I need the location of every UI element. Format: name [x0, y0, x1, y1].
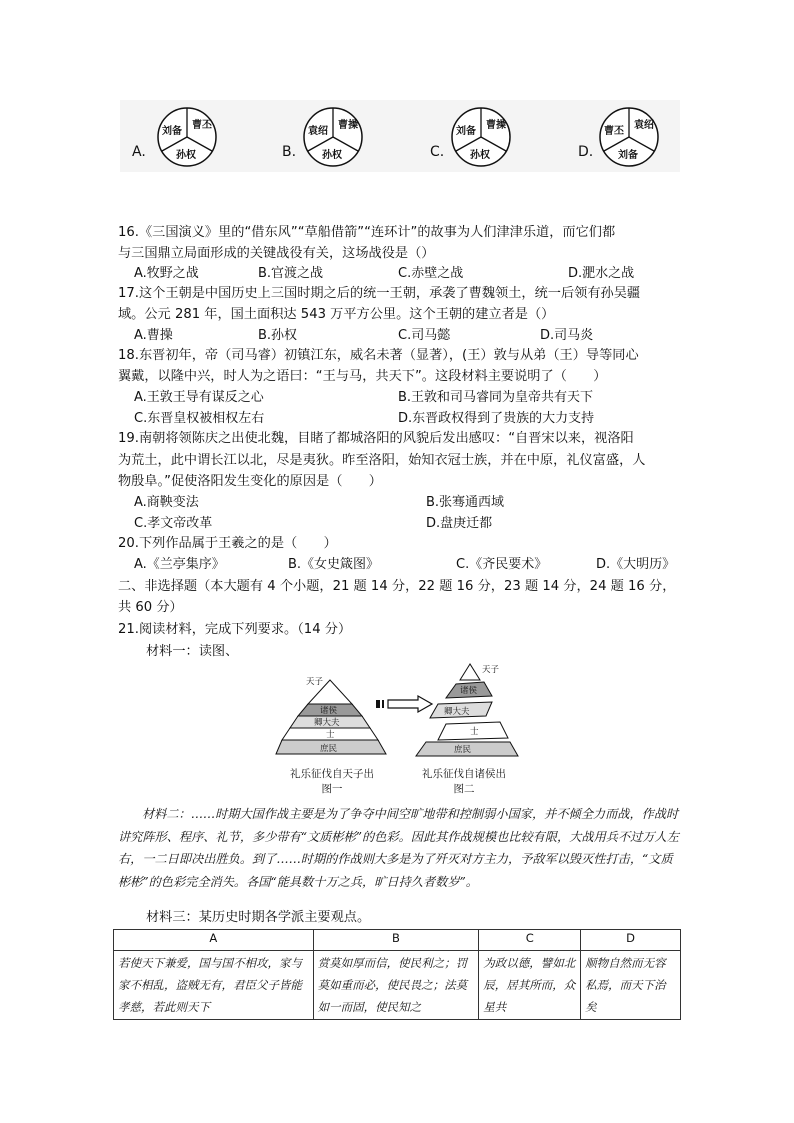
q19-option-a[interactable]: A.商鞅变法	[134, 495, 199, 510]
q16-option-d[interactable]: D.淝水之战	[568, 266, 635, 281]
q16-option-b[interactable]: B.官渡之战	[258, 266, 324, 281]
q19-stem-line2: 为荒土，此中谓长江以北，尽是夷狄。昨至洛阳，始知衣冠士族，并在中原，礼仪富盛，人	[118, 453, 646, 468]
schools-table	[113, 929, 681, 1020]
q18-option-b[interactable]: B.王敦和司马睿同为皇帝共有天下	[398, 390, 594, 405]
q18-option-d[interactable]: D.东晋政权得到了贵族的大力支持	[398, 411, 595, 426]
q19-stem-line1: 19.南朝将领陈庆之出使北魏，目睹了都城洛阳的风貌后发出感叹：“自晋宋以来，视洛阳	[118, 431, 634, 446]
q20-option-a[interactable]: A.《兰亭集序》	[134, 557, 225, 572]
pie-b-name-3: 袁绍	[308, 126, 328, 137]
section2-heading-line1: 二、非选择题（本大题有 4 个小题，21 题 14 分，22 题 16 分，23 题 14 分，24 题 16 分，	[118, 579, 676, 594]
pie-chart-c	[450, 106, 512, 168]
q20-stem: 20.下列作品属于王羲之的是（ ）	[118, 536, 337, 551]
fig1-label-shi: 士	[326, 730, 335, 740]
pie-c-name-2: 孙权	[470, 150, 490, 161]
pie-option-letter-a: A.	[132, 144, 146, 160]
fig2-caption-text: 礼乐征伐自诸侯出	[422, 768, 506, 780]
q16-stem-line2: 与三国鼎立局面形成的关键战役有关，这场战役是（）	[118, 246, 435, 261]
fig1-caption-number: 图一	[321, 783, 343, 795]
fig2-label-qingdafu: 卿大夫	[444, 707, 470, 717]
pie-d-name-3: 曹丕	[604, 126, 624, 137]
pie-chart-d	[598, 106, 660, 168]
pie-option-letter-b: B.	[282, 144, 297, 160]
q16-option-c[interactable]: C.赤壁之战	[398, 266, 464, 281]
table-header-b: B	[313, 930, 479, 951]
q17-option-c[interactable]: C.司马懿	[398, 328, 451, 343]
q19-stem-line3: 物殷阜。”促使洛阳发生变化的原因是（ ）	[118, 474, 382, 489]
fig1-label-qingdafu: 卿大夫	[314, 718, 340, 728]
fig2-label-shumin: 庶民	[454, 745, 472, 755]
q20-option-d[interactable]: D.《大明历》	[596, 557, 676, 572]
pie-option-letter-c: C.	[430, 144, 445, 160]
q21-material2: 材料二：……时期大国作战主要是为了争夺中间空旷地带和控制弱小国家，并不倾全力而战，作战时讲究阵形、程序、礼节，多少带有“文质彬彬”的色彩。因此其作战规模也比较有限，大战用兵不过万人左右，一二日即决出胜负。到了……时期的作战则大多是为了歼灭对方主力，予敌军以毁灭性打击，“文质彬彬”的色彩完全消失。各国“能具数十万之兵，旷日持久者数岁”。	[118, 807, 679, 889]
fig1-label-zhuhou: 诸侯	[320, 706, 338, 716]
fig2-caption-number: 图二	[453, 783, 475, 795]
pie-c-name-3: 刘备	[456, 126, 476, 137]
pyramid-figure-2	[416, 664, 518, 756]
q21-intro: 21.阅读材料，完成下列要求。（14 分）	[118, 622, 352, 637]
q17-option-b[interactable]: B.孙权	[258, 328, 298, 343]
pie-d-name-2: 刘备	[618, 150, 638, 161]
fig1-caption	[276, 766, 388, 796]
table-cell-a: 若使天下兼爱，国与国不相攻，家与家不相乱，盗贼无有，君臣父子皆能孝慈，若此则天下	[114, 951, 314, 1020]
table-header-d: D	[581, 930, 681, 951]
arrow-icon	[376, 696, 432, 712]
q16-option-a[interactable]: A.牧野之战	[134, 266, 199, 281]
pie-chart-b	[302, 106, 364, 168]
q19-option-d[interactable]: D.盘庚迁都	[426, 516, 493, 531]
pie-option-letter-d: D.	[578, 144, 594, 160]
q21-material1-label: 材料一：读图、	[146, 644, 239, 659]
q20-option-b[interactable]: B.《女史箴图》	[288, 557, 380, 572]
pie-a-name-2: 孙权	[176, 150, 196, 161]
q17-option-a[interactable]: A.曹操	[134, 328, 173, 343]
pie-b-name-1: 曹操	[338, 120, 358, 131]
table-cell-d: 顺物自然而无容私焉，而天下治矣	[581, 951, 681, 1020]
fig1-label-shumin: 庶民	[320, 744, 338, 754]
q17-stem-line1: 17.这个王朝是中国历史上三国时期之后的统一王朝，承袭了曹魏领土，统一后领有孙吴疆	[118, 286, 641, 301]
fig2-label-zhuhou: 诸侯	[460, 686, 478, 696]
table-header-row	[114, 930, 681, 951]
section2-heading-line2: 共 60 分）	[118, 600, 183, 615]
pie-a-name-1: 曹丕	[192, 120, 212, 131]
q19-option-c[interactable]: C.孝文帝改革	[134, 516, 213, 531]
q20-option-c[interactable]: C.《齐民要术》	[456, 557, 548, 572]
q18-option-a[interactable]: A.王敦王导有谋反之心	[134, 390, 264, 405]
fig2-label-tianzi: 天子	[482, 665, 500, 675]
table-cell-c: 为政以德，譬如北辰，居其所而，众星共	[479, 951, 581, 1020]
q17-option-d[interactable]: D.司马炎	[540, 328, 594, 343]
q18-stem-line1: 18.东晋初年，帝（司马睿）初镇江东，威名未著（显著），(王）敦与从弟（王）导等同心	[118, 348, 639, 363]
pie-d-name-1: 袁绍	[634, 120, 654, 131]
table-row	[114, 951, 681, 1020]
fig2-label-shi: 士	[470, 727, 479, 737]
fig1-label-tianzi: 天子	[306, 677, 324, 687]
pyramid-figure-1	[276, 677, 386, 754]
table-cell-b: 赏莫如厚而信，使民利之；罚莫如重而必，使民畏之；法莫如一而固，使民知之	[313, 951, 479, 1020]
fig2-caption	[408, 766, 520, 796]
table-header-a: A	[114, 930, 314, 951]
pie-a-name-3: 刘备	[162, 126, 182, 137]
table-header-c: C	[479, 930, 581, 951]
pie-options-strip	[120, 100, 680, 172]
q18-option-c[interactable]: C.东晋皇权被相权左右	[134, 411, 265, 426]
fig1-caption-text: 礼乐征伐自天子出	[290, 768, 374, 780]
pie-chart-a	[156, 106, 218, 168]
q16-stem-line1: 16.《三国演义》里的“借东风”“草船借箭”“连环计”的故事为人们津津乐道，而它们都	[118, 225, 616, 240]
q19-option-b[interactable]: B.张骞通西域	[426, 495, 505, 510]
q17-stem-line2: 域。公元 281 年，国土面积达 543 万平方公里。这个王朝的建立者是（）	[118, 307, 555, 322]
q18-stem-line2: 翼戴，以隆中兴，时人为之语曰：“王与马，共天下”。这段材料主要说明了（ ）	[118, 369, 607, 384]
pie-c-name-1: 曹操	[486, 120, 506, 131]
pie-b-name-2: 孙权	[322, 150, 342, 161]
q21-material3-label: 材料三：某历史时期各学派主要观点。	[146, 910, 371, 925]
